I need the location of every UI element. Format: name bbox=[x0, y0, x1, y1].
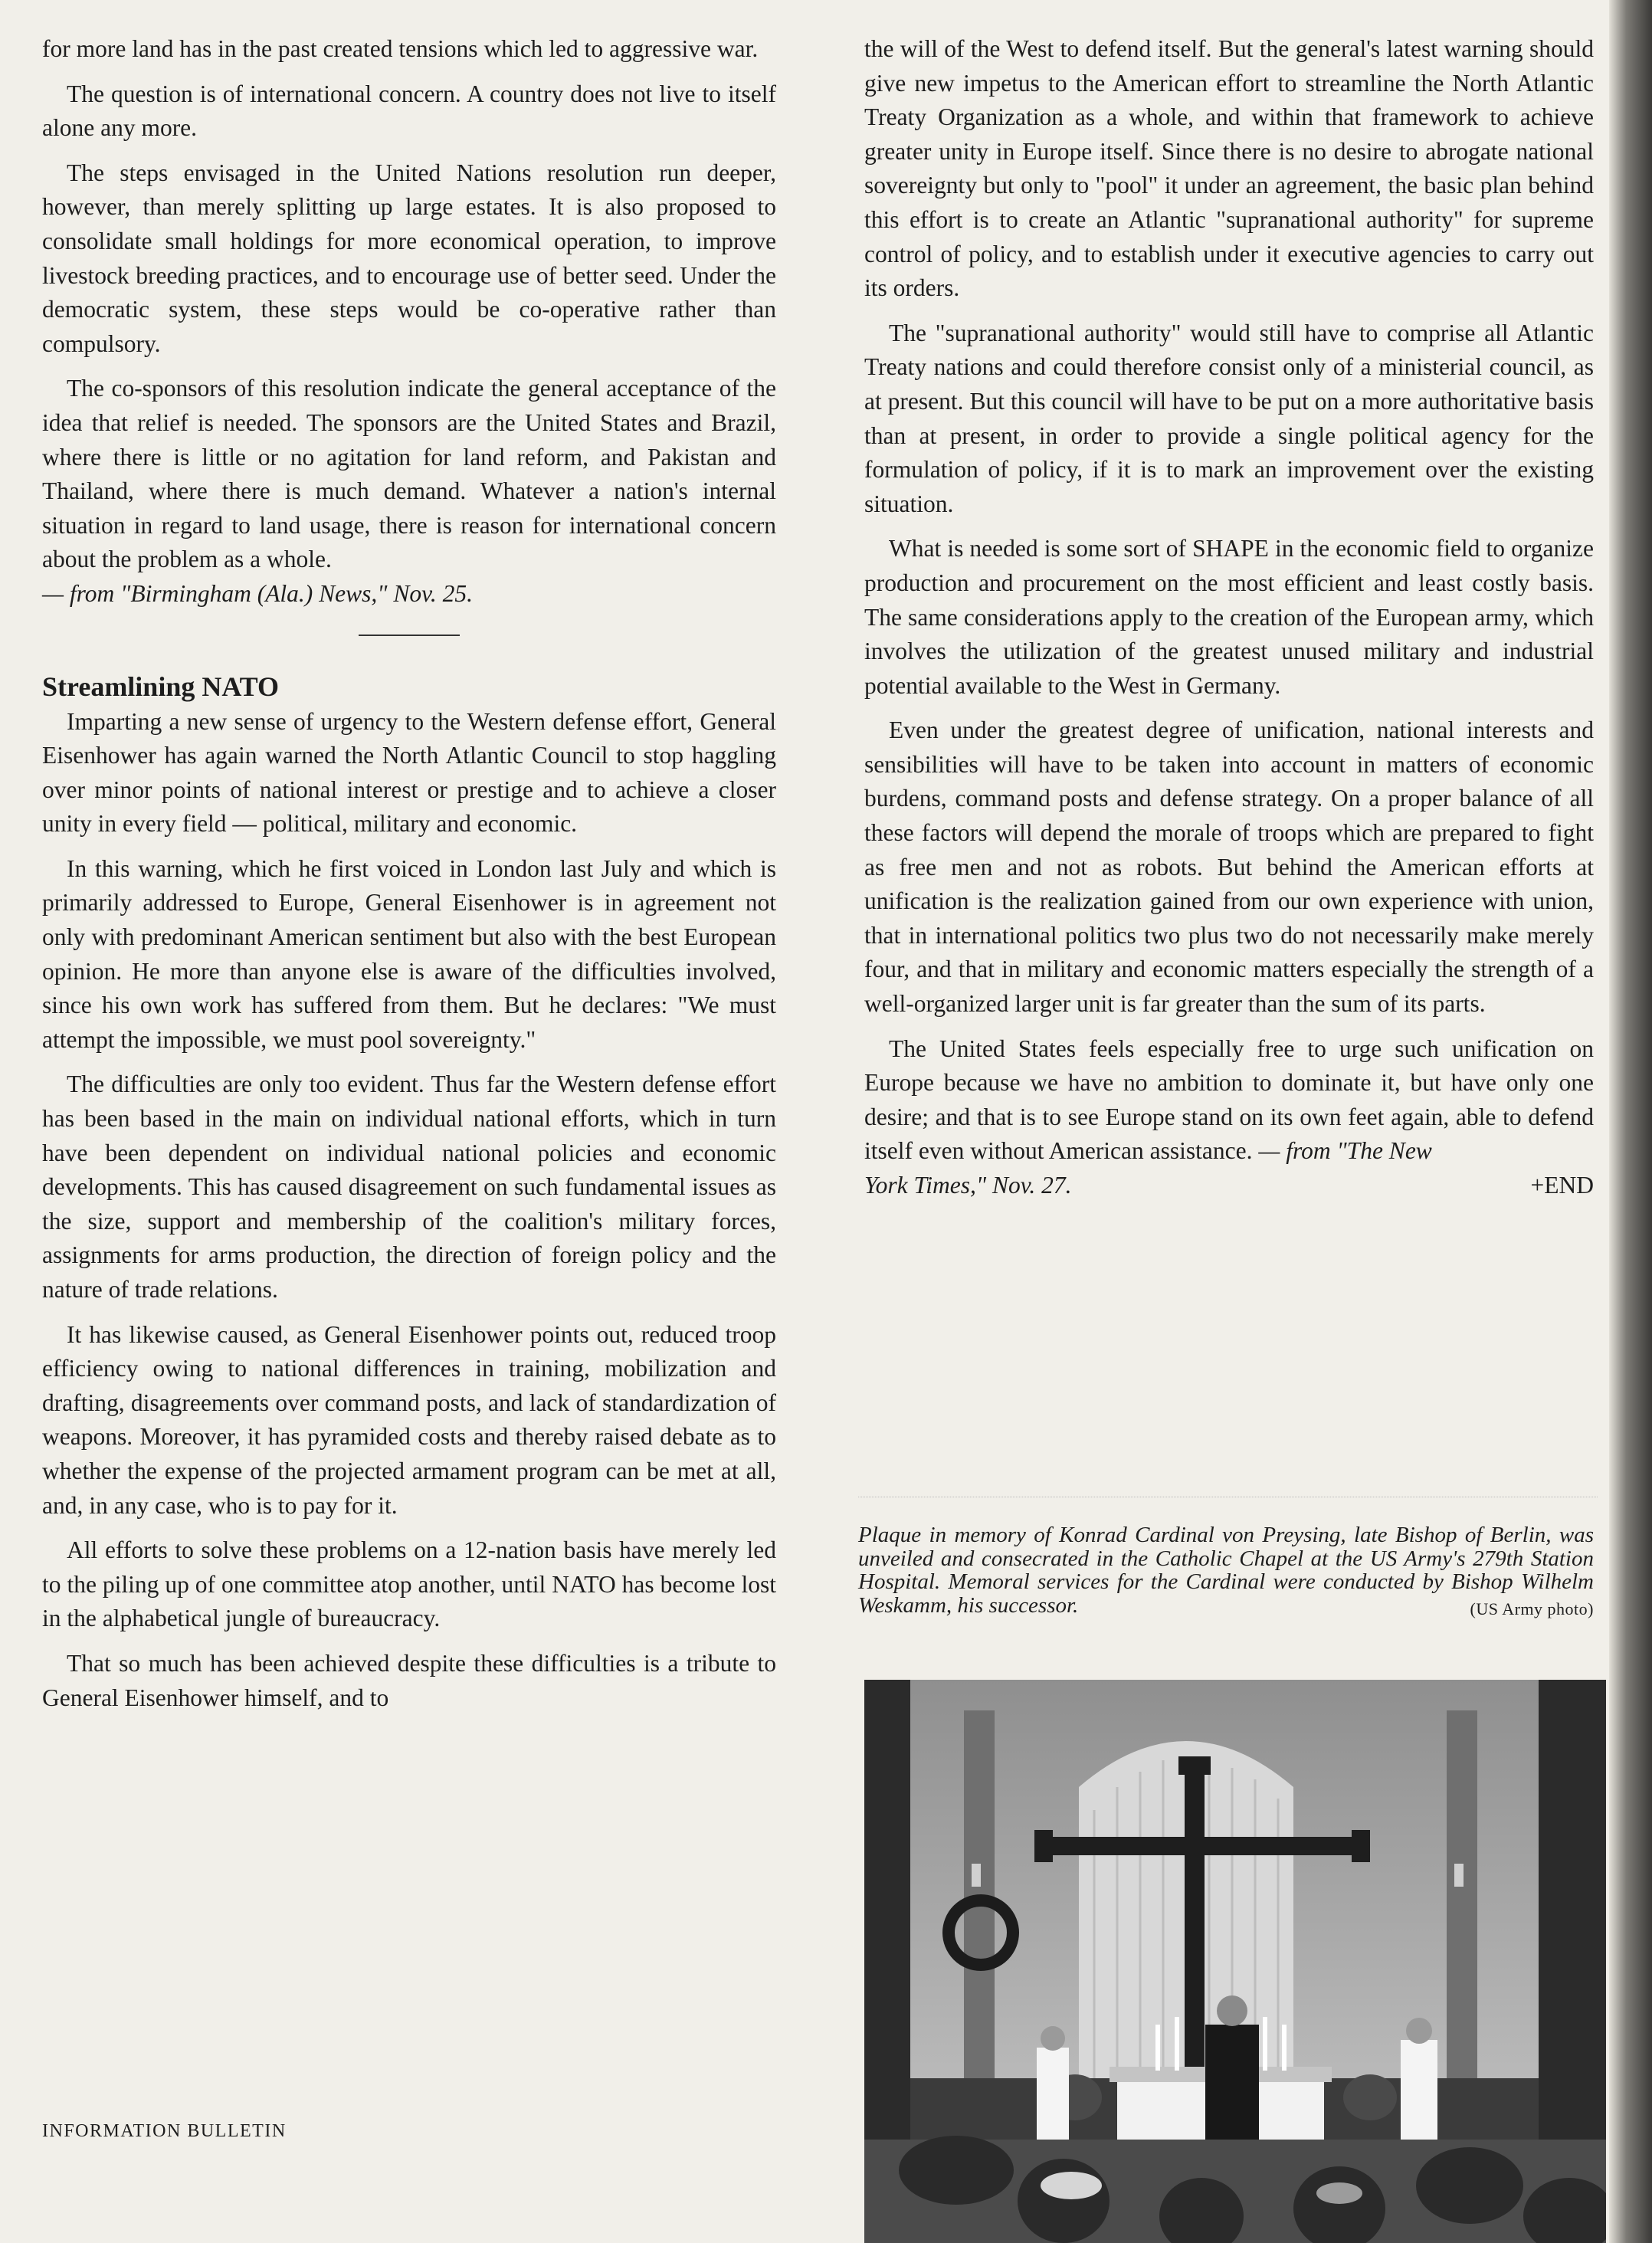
footer-running-title: INFORMATION BULLETIN bbox=[42, 2121, 287, 2141]
paragraph bbox=[864, 1032, 1594, 1169]
paragraph: the will of the West to defend itself. But the general's latest warning should give new impetus to the American effort to streamline the North Atlantic Treaty Organization as a whole, and within that framework to achieve greater unity in Europe itself. Since there is no desire to abrogate national sovereignty but only to "pool" it under an agreement, the basic plan behind this effort is to create an Atlantic "supranational authority" for supreme control of policy, and to establish under it executive agencies to carry out its orders. bbox=[864, 35, 1594, 302]
section-heading: Streamlining NATO bbox=[42, 671, 280, 702]
paragraph: The steps envisaged in the United Nations resolution run deeper, however, than merely splitting up large estates. It is also proposed to consolidate small holdings for more economical operation, to improve livestock breeding practices, and to encourage use of better seed. Under the democratic system, these steps would be co-operative rather than compulsory. bbox=[42, 159, 776, 357]
paragraph: The question is of international concern. A country does not live to itself alone any more. bbox=[42, 80, 776, 142]
page-edge-shadow bbox=[1609, 0, 1652, 2243]
paragraph: Even under the greatest degree of unification, national interests and sensibilities will have to be taken into account in matters of economic burdens, command posts and defense strategy. On a proper balance of all these factors will depend the morale of troops which are prepared to fight as free men and not as robots. But behind the American efforts at unification is the realization gained from our own experience with union, that in international politics two plus two do not necessarily make merely four, and that in military and economic matters especially the strength of a well-organized larger unit is far greater than the sum of its parts. bbox=[864, 717, 1594, 1018]
paragraph-text: The United States feels especially free to urge such unification on Europe because we have no ambition to dominate it, but have only one desire; and that is to see Europe stand on its own feet again, able to defend itself even without American assistance. bbox=[864, 1035, 1594, 1165]
photo-caption bbox=[858, 1523, 1594, 1621]
source-attribution: — from "The New bbox=[1258, 1137, 1432, 1165]
source-attribution: — from "Birmingham (Ala.) News," Nov. 25. bbox=[42, 579, 473, 607]
left-column bbox=[42, 32, 776, 1726]
end-mark: +END bbox=[1530, 1172, 1594, 1199]
source-attribution-end: York Times," Nov. 27. bbox=[864, 1172, 1072, 1199]
photo-credit: (US Army photo) bbox=[1470, 1599, 1594, 1618]
paragraph: All efforts to solve these problems on a 12-nation basis have merely led to the piling up of one committee atop another, until NATO has become lost in the alphabetical jungle of bureaucracy. bbox=[42, 1536, 776, 1632]
paragraph: The "supranational authority" would still have to comprise all Atlantic Treaty nations and could therefore consist only of a ministerial council, as at present. But this council will have to be put on a more authoritative basis than at present, in order to provide a single political agency for the formulation of policy, if it is to mark an improvement over the existing situation. bbox=[864, 319, 1594, 517]
chapel-photo bbox=[864, 1680, 1606, 2243]
paragraph: In this warning, which he first voiced in London last July and which is primarily addressed to Europe, General Eisenhower is in agreement not only with predominant American sentiment but also with the best European opinion. He more than anyone else is aware of the difficulties involved, since his own work has suffered from them. But he declares: "We must attempt the impossible, we must pool sovereignty." bbox=[42, 854, 776, 1053]
paragraph: It has likewise caused, as General Eisenhower points out, reduced troop efficiency owing to national differences in training, mobilization and drafting, disagreements over command posts, and lack of standardization of weapons. Moreover, it has pyramided costs and thereby raised debate as to whether the expense of the projected armament program can be met at all, and, in any case, who is to pay for it. bbox=[42, 1320, 776, 1519]
paragraph: That so much has been achieved despite these difficulties is a tribute to General Eisenhower himself, and to bbox=[42, 1649, 776, 1711]
paragraph: What is needed is some sort of SHAPE in the economic field to organize production and procurement on the most efficient and least costly basis. The same considerations apply to the creation of the European army, which involves the utilization of the greatest unused military and industrial potential available to the West in Germany. bbox=[864, 535, 1594, 699]
paragraph: Imparting a new sense of urgency to the Western defense effort, General Eisenhower has again warned the North Atlantic Council to stop haggling over minor points of national interest or prestige and to achieve a closer unity in every field — political, military and economic. bbox=[42, 707, 776, 838]
paragraph: for more land has in the past created tensions which led to aggressive war. bbox=[42, 35, 759, 62]
end-line bbox=[864, 1169, 1594, 1203]
right-column bbox=[864, 32, 1594, 1203]
caption-text: Plaque in memory of Konrad Cardinal von Preysing, late Bishop of Berlin, was unveiled and consecrated in the Catholic Chapel at the US Army's 279th Station Hospital. Memoral services for the Cardinal were conducted by Bishop Wilhelm Weskamm, his successor. bbox=[858, 1523, 1594, 1618]
paragraph: The difficulties are only too evident. Thus far the Western defense effort has been based in the main on individual national efforts, which in turn have been dependent on individual national policies and economic developments. This has caused disagreement on such fundamental issues as the size, support and membership of the coalition's military forces, assignments for arms production, the direction of foreign policy and the nature of trade relations. bbox=[42, 1071, 776, 1303]
section-divider bbox=[359, 635, 460, 636]
chapel-photo-illustration bbox=[864, 1680, 1606, 2243]
paragraph: The co-sponsors of this resolution indicate the general acceptance of the idea that relief is needed. The sponsors are the United States and Brazil, where there is little or no agitation for land reform, and Pakistan and Thailand, where there is much demand. Whatever a nation's internal situation in regard to land usage, there is reason for international concern about the problem as a whole. bbox=[42, 375, 776, 573]
